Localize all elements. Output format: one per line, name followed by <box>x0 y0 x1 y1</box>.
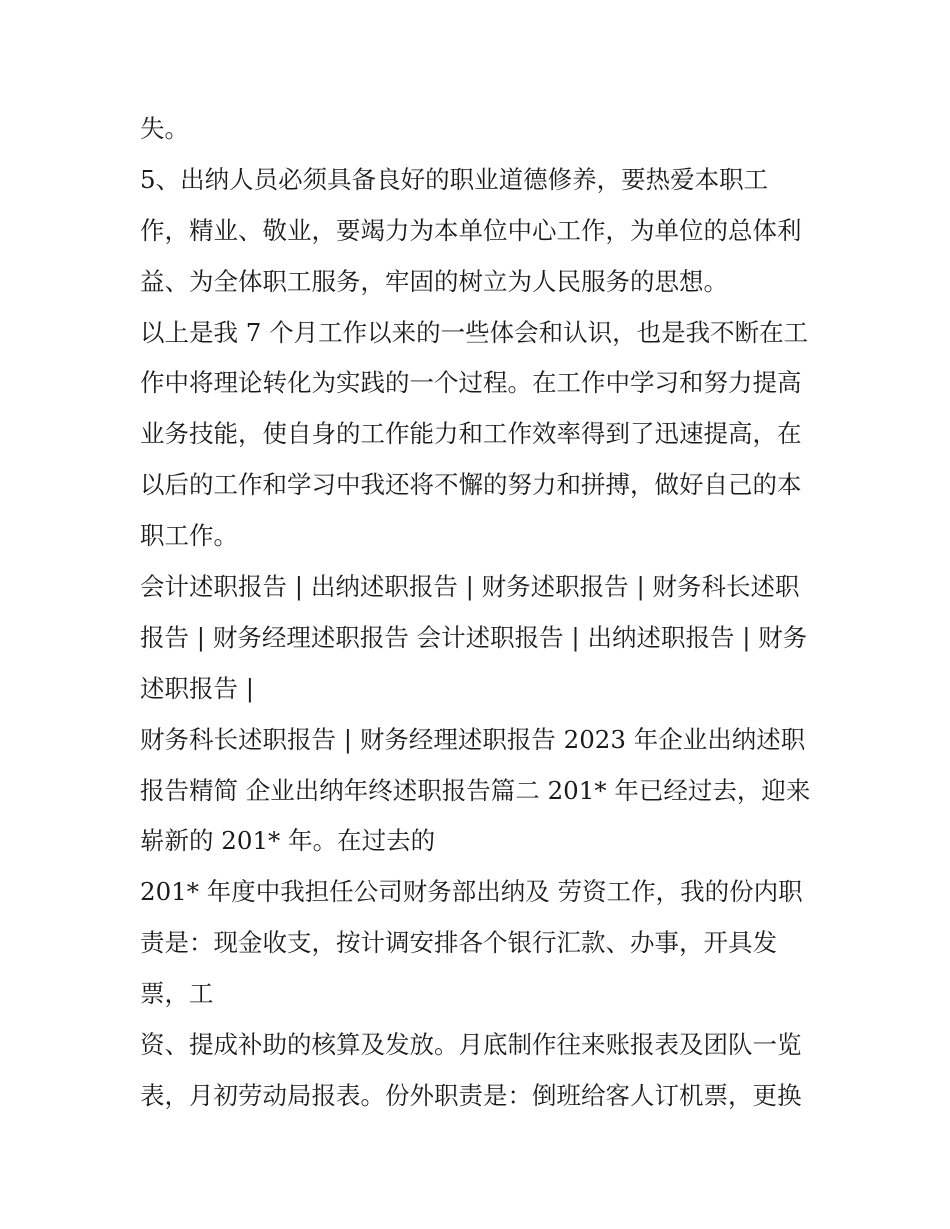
text-line: 失。 <box>140 114 189 143</box>
text-line: 以上是我 7 个月工作以来的一些体会和认识，也是我不断在工 <box>140 317 809 347</box>
text-line: 责是：现金收支，按计调安排各个银行汇款、办事，开具发 <box>140 928 777 958</box>
text-line: 资、提成补助的核算及发放。月底制作往来账报表及团队一览 <box>140 1030 802 1060</box>
text-line: 5、出纳人员必须具备良好的职业道德修养，要热爱本职工 <box>140 164 769 194</box>
text-line: 会计述职报告 | 出纳述职报告 | 财务述职报告 | 财务科长述职 <box>140 572 800 602</box>
text-line: 报告精简 企业出纳年终述职报告篇二 201* 年已经过去，迎来 <box>140 775 811 805</box>
text-line: 201* 年度中我担任公司财务部出纳及 劳资工作，我的份内职 <box>140 877 803 907</box>
text-line: 报告 | 财务经理述职报告 会计述职报告 | 出纳述职报告 | 财务 <box>140 622 808 652</box>
text-line: 作，精业、敬业，要竭力为本单位中心工作，为单位的总体利 <box>140 215 802 245</box>
text-line: 以后的工作和学习中我还将不懈的努力和拼搏，做好自己的本 <box>140 470 802 500</box>
text-line: 财务科长述职报告 | 财务经理述职报告 2023 年企业出纳述职 <box>140 724 806 754</box>
text-line: 表，月初劳动局报表。份外职责是：倒班给客人订机票，更换 <box>140 1080 802 1110</box>
text-line: 作中将理论转化为实践的一个过程。在工作中学习和努力提高 <box>140 368 802 398</box>
text-line: 票，工 <box>140 979 214 1009</box>
text-line: 崭新的 201* 年。在过去的 <box>140 826 436 856</box>
text-line: 职工作。 <box>140 521 238 551</box>
text-line: 益、为全体职工服务，牢固的树立为人民服务的思想。 <box>140 266 728 296</box>
text-line: 述职报告 | <box>140 673 255 703</box>
text-line: 业务技能，使自身的工作能力和工作效率得到了迅速提高，在 <box>140 419 802 449</box>
document-body <box>140 104 830 1122</box>
